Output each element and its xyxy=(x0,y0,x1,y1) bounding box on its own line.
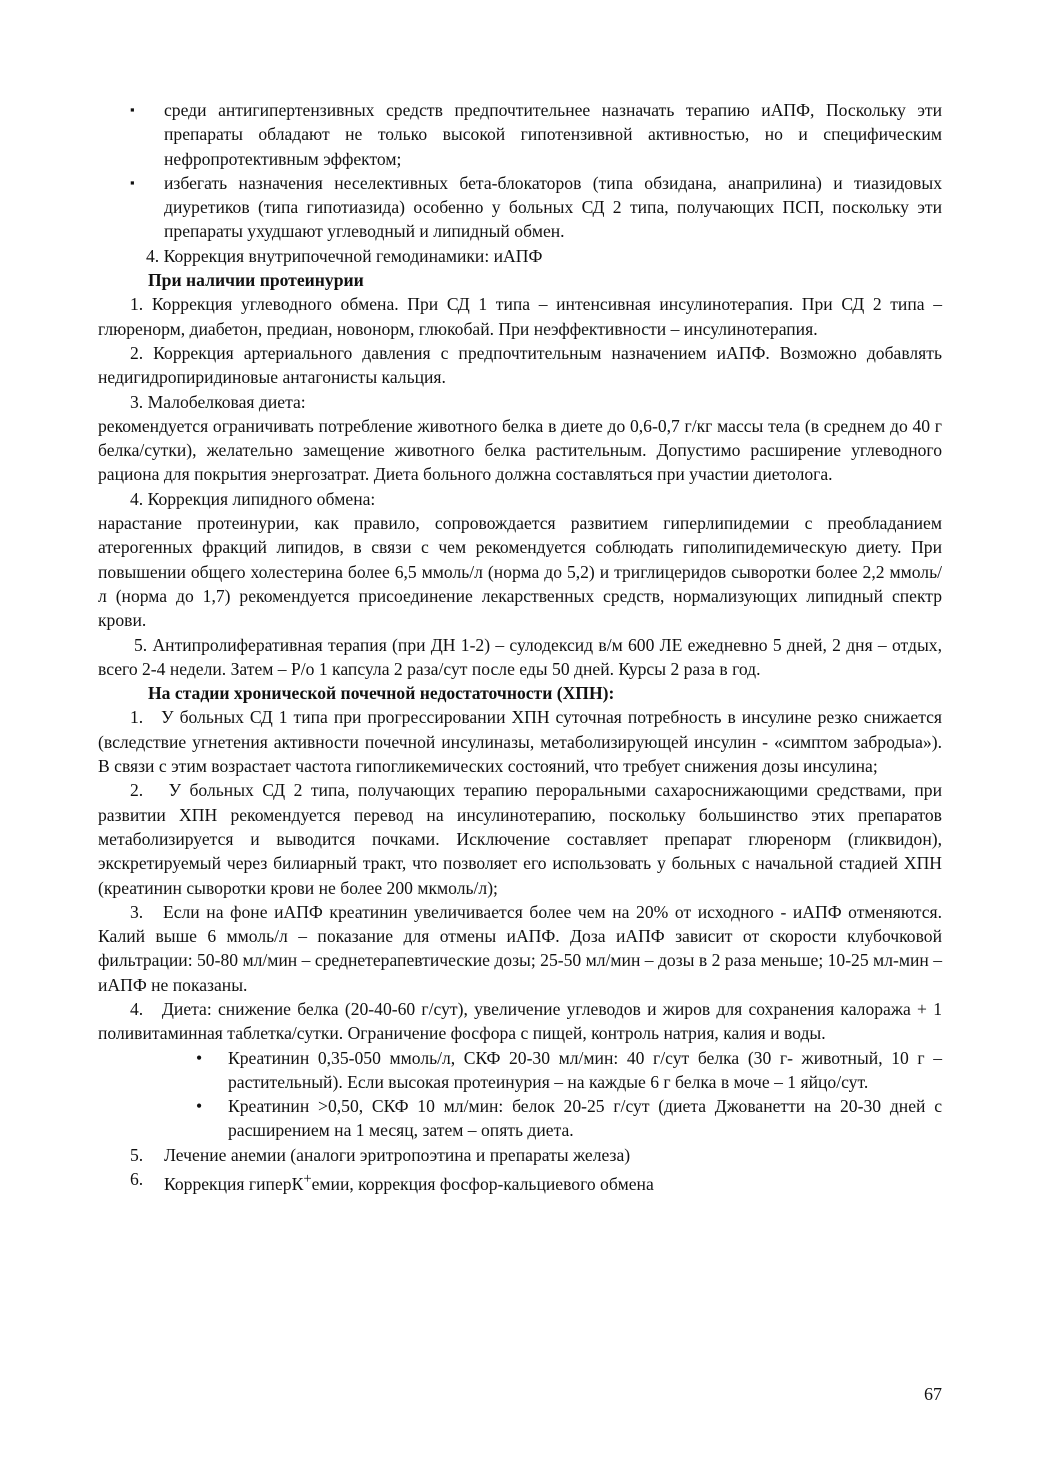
item-text: Лечение анемии (аналоги эритропоэтина и препараты железа) xyxy=(164,1144,631,1165)
document-page xyxy=(98,98,942,1196)
proteinuria-item-4-label: 4. Коррекция липидного обмена: xyxy=(130,488,376,509)
bullet-text: среди антигипертензивных средств предпочтительнее назначать терапию иАПФ, Поскольку эти препараты обладают не только высокой гипотензивной активностью, но и специфическим нефропротективным эффектом; xyxy=(164,100,942,169)
dot-bullet-icon: • xyxy=(196,1047,203,1068)
item-number: 6. xyxy=(130,1169,144,1190)
chpn-item-text: Диета: снижение белка (20-40-60 г/сут), увеличение углеводов и жиров для сохранения калоража + 1 поливитаминная таблетка/сутки. Ограничение фосфора с пищей, контроль натрия, калия и воды. xyxy=(98,998,943,1044)
chpn-item-number: 3. xyxy=(130,901,144,922)
proteinuria-item-4-text: нарастание протеинурии, как правило, сопровождается развитием гиперлипидемии с преобладанием атерогенных фракций липидов, в связи с чем рекомендуется соблюдать гиполипидемическую диету. При повышении общего холестерина более 6,5 ммоль/л (норма до 5,2) и триглицеридов сыворотки более 2,2 ммоль/л (норма до 1,7) рекомендуется присоединение лекарственных средств, нормализующих липидный спектр крови. xyxy=(98,513,942,631)
item6-part-b: емии, коррекция фосфор-кальциевого обмена xyxy=(311,1173,654,1194)
chpn-item-4 xyxy=(98,997,942,1046)
chpn-item-2 xyxy=(98,778,942,899)
proteinuria-item-1: 1. Коррекция углеводного обмена. При СД 1 типа – интенсивная инсулинотерапия. При СД 2 типа – глюренорм, диабетон, предиан, новонорм, глюкобай. При неэффективности – инсулинотерапия. xyxy=(98,294,942,339)
square-bullet-icon: ▪ xyxy=(130,102,135,117)
diet-bullet-item xyxy=(98,1094,942,1143)
chpn-item-text: У больных СД 1 типа при прогрессировании ХПН суточная потребность в инсулине резко снижается (вследствие угнетения активности почечной инсулиназы, метаболизирующей инсулин - «симптом забродыа»). В связи с этим возрастает частота гипогликемических состояний, что требует снижения дозы инсулина; xyxy=(98,707,943,777)
proteinuria-item-3-text: рекомендуется ограничивать потребление животного белка в диете до 0,6-0,7 г/кг массы тела (в среднем до 40 г белка/сутки), желательно замещение животного белка растительным. Допустимо расширение углеводного рациона для покрытия энергозатрат. Диета больного должна составляться при участии диетолога. xyxy=(98,415,942,485)
item-intrarenal-hemodynamics: 4. Коррекция внутрипочечной гемодинамики: иАПФ xyxy=(146,245,543,266)
bullet-text: избегать назначения неселективных бета-блокаторов (типа обзидана, анаприлина) и тиазидовых диуретиков (типа гипотиазида) особенно у больных СД 2 типа, получающих ПСП, поскольку эти препараты ухудшают углеводный и липидный обмен. xyxy=(164,172,942,242)
item-text xyxy=(164,1167,942,1196)
chpn-item-number: 1. xyxy=(130,707,144,728)
item6-part-a: Коррекция гиперК xyxy=(164,1173,304,1194)
chpn-item-text: У больных СД 2 типа, получающих терапию пероральными сахароснижающими средствами, при развитии ХПН рекомендуется перевод на инсулинотерапию, поскольку большинство этих препаратов метаболизируется и выводится почками. Исключение составляет препарат глюренорм (гликвидон), экскретируемый через билиарный тракт, что позволяет его использовать у больных с начальной стадией ХПН (креатинин сыворотки крови не более 200 мкмоль/л); xyxy=(98,780,942,898)
chpn-item-3 xyxy=(98,900,942,997)
diet-bullet-text: Креатинин >0,50, СКФ 10 мл/мин: белок 20-25 г/сут (диета Джованетти на 20-30 дней с расширением на 1 месяц, затем – опять диета. xyxy=(228,1096,942,1141)
chpn-item-text: Если на фоне иАПФ креатинин увеличивается более чем на 20% от исходного - иАПФ отменяются. Калий выше 6 ммоль/л – показание для отмены иАПФ. Доза иАПФ зависит от скорости клубочковой фильтрации: 50-80 мл/мин – среднетерапевтические дозы; 25-50 мл/мин – дозы в 2 раза меньше; 10-25 мл-мин – иАПФ не показаны. xyxy=(98,901,942,995)
proteinuria-item-5: 5. Антипролиферативная терапия (при ДН 1-2) – сулодексид в/м 600 ЛЕ ежедневно 5 дней, 2 дня – отдых, всего 2-4 недели. Затем – Р/о 1 капсула 2 раза/сут после еды 50 дней. Курсы 2 раза в год. xyxy=(98,634,942,679)
dot-bullet-icon: • xyxy=(196,1096,203,1117)
diet-bullet-text: Креатинин 0,35-050 ммоль/л, СКФ 20-30 мл/мин: 40 г/сут белка (30 г- животный, 10 г – растительный). Если высокая протеинурия – на каждые 6 г белка в моче – 1 яйцо/сут. xyxy=(228,1047,942,1092)
bullet-item xyxy=(98,98,942,171)
bullet-item xyxy=(98,171,942,244)
item6-superscript: + xyxy=(303,1171,312,1188)
chpn-item-1 xyxy=(98,705,942,778)
item-number: 5. xyxy=(130,1144,144,1165)
heading-proteinuria: При наличии протеинурии xyxy=(148,270,364,291)
chpn-item-5 xyxy=(98,1143,942,1167)
chpn-item-6 xyxy=(98,1167,942,1196)
heading-chpn: На стадии хронической почечной недостаточности (ХПН): xyxy=(148,683,615,704)
page-number: 67 xyxy=(924,1384,942,1404)
square-bullet-icon: ▪ xyxy=(130,174,135,190)
proteinuria-item-2: 2. Коррекция артериального давления с предпочтительным назначением иАПФ. Возможно добавлять недигидропиридиновые антагонисты кальция. xyxy=(98,342,942,388)
diet-bullet-item xyxy=(98,1046,942,1095)
chpn-item-number: 2. xyxy=(130,780,144,801)
chpn-item-number: 4. xyxy=(130,998,144,1019)
proteinuria-item-3-label: 3. Малобелковая диета: xyxy=(130,391,306,412)
